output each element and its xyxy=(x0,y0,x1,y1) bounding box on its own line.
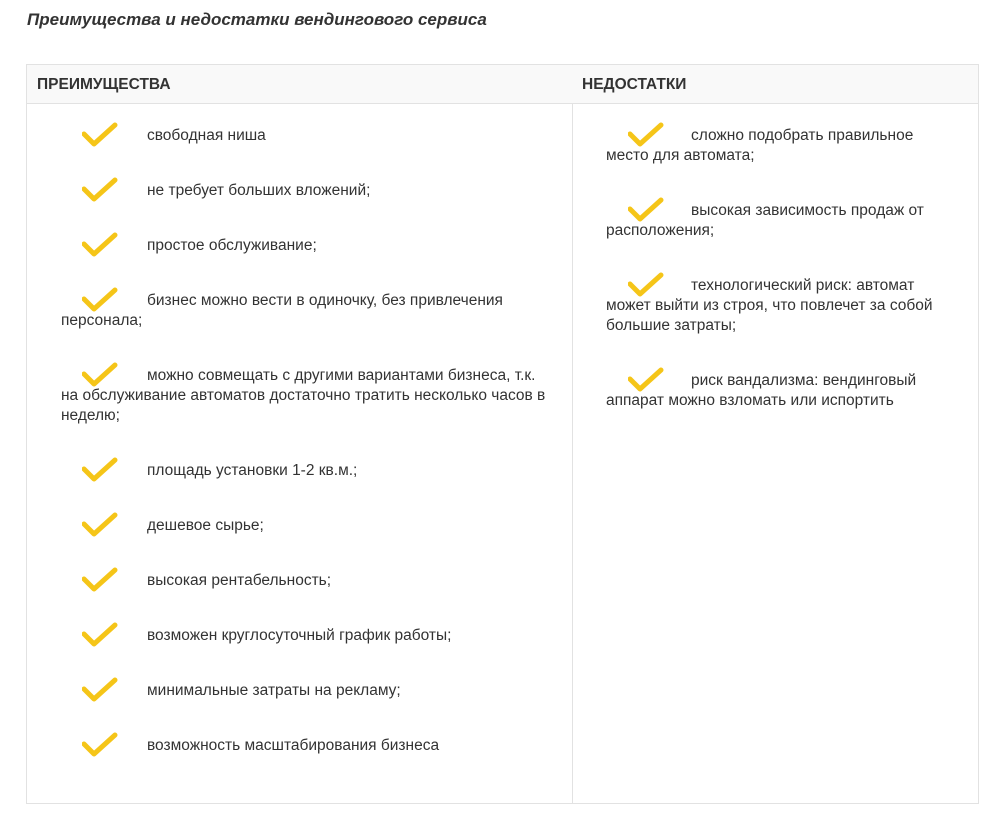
list-item-text: технологический риск: автомат может выйти из строя, что повлечет за собой большие затраты; xyxy=(606,277,933,334)
list-item-text: высокая рентабельность; xyxy=(147,572,332,589)
page-title: Преимущества и недостатки вендингового сервиса xyxy=(27,10,487,29)
list-item xyxy=(606,276,958,336)
list-item xyxy=(61,291,556,331)
list-item xyxy=(61,236,556,256)
check-icon xyxy=(82,732,118,758)
list-item xyxy=(61,366,556,426)
check-icon xyxy=(628,122,664,148)
list-item-text: минимальные затраты на рекламу; xyxy=(147,682,401,699)
check-icon xyxy=(82,457,118,483)
list-item-text: сложно подобрать правильное место для автомата; xyxy=(606,127,914,164)
pros-cons-table xyxy=(26,64,979,804)
list-item-text: можно совмещать с другими вариантами бизнеса, т.к. на обслуживание автоматов достаточно тратить несколько часов в неделю; xyxy=(61,367,546,424)
list-item-text: высокая зависимость продаж от расположения; xyxy=(606,202,924,239)
list-item-text: возможен круглосуточный график работы; xyxy=(147,627,452,644)
disadvantages-header: НЕДОСТАТКИ xyxy=(572,65,978,104)
list-item xyxy=(61,461,556,481)
check-icon xyxy=(82,177,118,203)
check-icon xyxy=(82,567,118,593)
list-item xyxy=(606,126,958,166)
check-icon xyxy=(82,122,118,148)
list-item-text: риск вандализма: вендинговый аппарат можно взломать или испортить xyxy=(606,372,917,409)
disadvantages-column xyxy=(572,65,978,803)
check-icon xyxy=(82,622,118,648)
check-icon xyxy=(82,512,118,538)
check-icon xyxy=(82,232,118,258)
check-icon xyxy=(82,362,118,388)
advantages-column xyxy=(27,65,573,803)
check-icon xyxy=(628,367,664,393)
check-icon xyxy=(82,677,118,703)
list-item-text: бизнес можно вести в одиночку, без привлечения персонала; xyxy=(61,292,503,329)
list-item xyxy=(61,181,556,201)
check-icon xyxy=(628,272,664,298)
list-item-text: возможность масштабирования бизнеса xyxy=(147,737,440,754)
list-item xyxy=(61,626,556,646)
list-item xyxy=(606,201,958,241)
list-item-text: не требует больших вложений; xyxy=(147,182,371,199)
list-item xyxy=(61,681,556,701)
list-item-text: площадь установки 1-2 кв.м.; xyxy=(147,462,358,479)
list-item-text: свободная ниша xyxy=(147,127,266,144)
check-icon xyxy=(628,197,664,223)
list-item xyxy=(61,516,556,536)
list-item xyxy=(606,371,958,411)
list-item xyxy=(61,736,556,756)
list-item-text: простое обслуживание; xyxy=(147,237,317,254)
list-item xyxy=(61,571,556,591)
advantages-header: ПРЕИМУЩЕСТВА xyxy=(27,65,572,104)
list-item xyxy=(61,126,556,146)
list-item-text: дешевое сырье; xyxy=(147,517,264,534)
check-icon xyxy=(82,287,118,313)
